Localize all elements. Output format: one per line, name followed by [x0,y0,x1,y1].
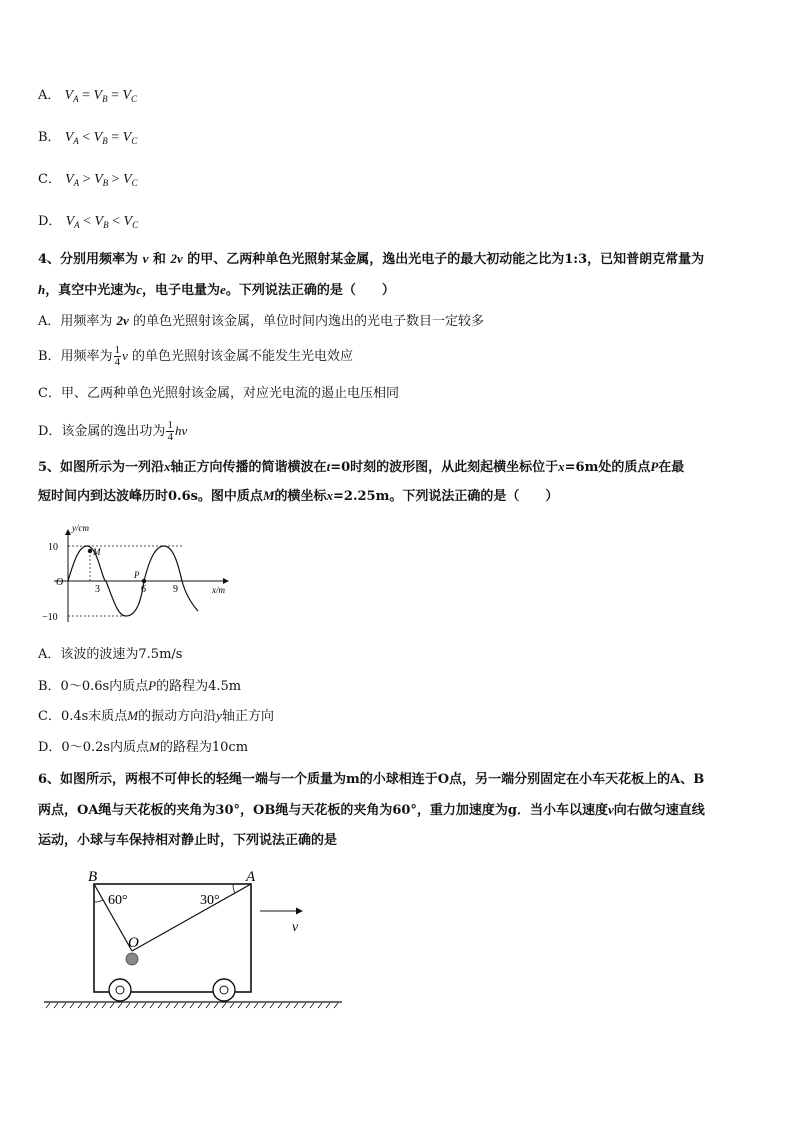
wave-graph [40,522,240,628]
q6-stem-line1: 6、如图所示，两根不可伸长的轻绳一端与一个质量为m的小球相连于O点，另一端分别固定在小车天花板上的A、B [38,772,705,787]
angle-arc-b [94,900,103,902]
point-m-label: M [93,547,101,557]
x-axis-label: x/m [212,585,225,595]
q5-stem-line1: 5、如图所示为一列沿x轴正方向传播的简谐横波在t=0时刻的波形图，从此刻起横坐标位于x=6m处的质点P在最 [38,459,685,475]
q5-option-b: B．0～0.6s内质点P的路程为4.5m [38,678,242,694]
x-tick-6: 6 [141,584,146,595]
q4-option-a: A．用频率为 2ν 的单色光照射该金属，单位时间内逸出的光电子数目一定较多 [38,313,484,329]
y-tick-top: 10 [48,542,58,553]
x-tick-9: 9 [173,584,178,595]
q4-option-c: C．甲、乙两种单色光照射该金属，对应光电流的遏止电压相同 [38,386,399,401]
q3-option-a: A． $V_A = V_B = V_C$ [38,88,138,104]
angle-arc-a [233,884,235,893]
point-m-dot [88,549,92,553]
q4-stem-line1: 4、分别用频率为 ν 和 2ν 的甲、乙两种单色光照射某金属，逸出光电子的最大初动能之比为1:3，已知普朗克常量为 [38,251,705,267]
label-o: O [128,935,139,951]
rope-oa [132,884,251,951]
q5-stem-line2: 短时间内到达波峰历时0.6s。图中质点M的横坐标x=2.25m。下列说法正确的是（ ） [38,488,559,504]
q3-option-b: B． $V_A < V_B = V_C$ [38,130,138,146]
q3-option-d: D． $V_A < V_B < V_C$ [38,214,139,230]
q4-option-d: D．该金属的逸出功为 $\frac{1}{4}$ hν [38,419,188,443]
y-tick-bottom: −10 [42,612,58,623]
label-angle-a: 30° [200,893,220,908]
x-tick-3: 3 [95,584,100,595]
label-v: v [292,920,299,935]
q4-option-b: B．用频率为 $\frac{1}{4}$ ν 的单色光照射该金属不能发生光电效应 [38,344,353,368]
q5-option-d: D．0～0.2s内质点M的路程为10cm [38,739,249,755]
q6-stem-line2: 两点，OA绳与天花板的夹角为30°，OB绳与天花板的夹角为60°，重力加速度为g．当小车以速度v向右做匀速直线 [38,802,705,818]
origin-label: O [56,577,64,588]
ball-o [126,953,138,965]
wheel-right-hub [220,986,228,994]
ground-hatch [46,1003,338,1008]
point-p-label: P [134,570,140,580]
label-angle-b: 60° [108,893,128,908]
point-p-dot [142,579,146,583]
q5-option-c: C．0.4s末质点M的振动方向沿y轴正方向 [38,708,274,724]
label-a: A [246,869,256,885]
q3-option-c: C． $V_A > V_B > V_C$ [38,172,138,188]
q4-stem-line2: h，真空中光速为c，电子电量为e。下列说法正确的是（ ） [38,282,395,298]
label-b: B [88,869,98,885]
q6-stem-line3: 运动，小球与车保持相对静止时，下列说法正确的是 [38,833,338,848]
wheel-left-hub [116,986,124,994]
cart-figure [40,866,350,1012]
y-axis-label: y/cm [72,523,89,533]
q5-option-a: A．该波的波速为7.5m/s [38,647,183,662]
